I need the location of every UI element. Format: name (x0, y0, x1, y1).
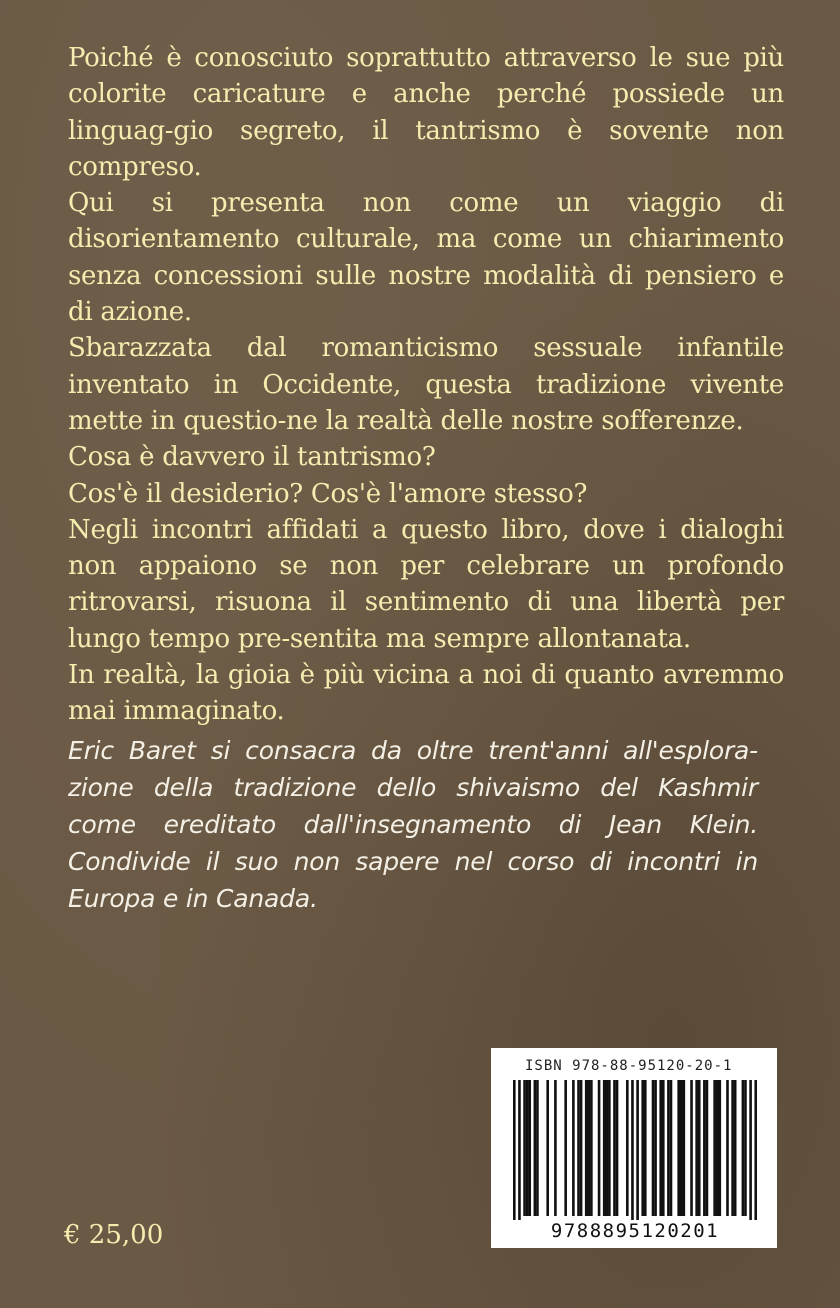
barcode-bar (734, 1080, 737, 1216)
barcode-bar (528, 1080, 531, 1216)
barcode-bar (703, 1080, 706, 1216)
barcode-bar (659, 1080, 662, 1216)
author-bio: Eric Baret si consacra da oltre trent'anni all'esplora-zione della tradizione dello shivaismo del Kashmir come ereditato dall'insegnamento di Jean Klein. Condivide il suo non sapere nel corso di incontri in Europa e in Canada. (68, 736, 758, 913)
blurb-paragraph: Qui si presenta non come un viaggio di disorientamento culturale, ma come un chiarimento senza concessioni sulle nostre modalità di pensiero e di azione. (68, 188, 784, 328)
barcode-bar (641, 1080, 644, 1216)
barcode-bars (513, 1080, 757, 1228)
barcode-bar (580, 1080, 583, 1216)
barcode-bar (534, 1080, 537, 1216)
barcode-bar (518, 1080, 521, 1228)
blurb-paragraph: Cos'è il desiderio? Cos'è l'amore stesso? (68, 478, 588, 509)
barcode-bar (662, 1080, 665, 1216)
barcode-bar (652, 1080, 655, 1216)
blurb-paragraph: Negli incontri affidati a questo libro, dove i dialoghi non appaiono se non per celebrare un profondo ritrovarsi, risuona il sentimento di una libertà per lungo tempo pre-sentita ma sempre allontanata. (68, 514, 784, 654)
barcode-bar (598, 1080, 601, 1216)
barcode-bar (546, 1080, 549, 1216)
barcode-bar (680, 1080, 683, 1216)
isbn-barcode (491, 1048, 777, 1248)
barcode-bar (616, 1080, 619, 1216)
barcode-bar (744, 1080, 747, 1216)
barcode-bar (564, 1080, 567, 1216)
barcode-bar (695, 1080, 698, 1216)
barcode-digits: 9788895120201 (513, 1220, 757, 1242)
barcode-bar (667, 1080, 670, 1216)
barcode-bar (754, 1080, 757, 1228)
barcode-bar (526, 1080, 529, 1216)
barcode-bar (590, 1080, 593, 1216)
barcode-bar (670, 1080, 673, 1216)
isbn-label: ISBN 978-88-95120-20-1 (525, 1058, 733, 1074)
barcode-bar (587, 1080, 590, 1216)
barcode-bar (585, 1080, 588, 1216)
barcode-bar (716, 1080, 719, 1216)
barcode-bar (636, 1080, 639, 1228)
barcode-bar (713, 1080, 716, 1216)
barcode-bar (726, 1080, 729, 1216)
barcode-bar (654, 1080, 657, 1216)
barcode-bar (644, 1080, 647, 1216)
barcode-bar (677, 1080, 680, 1216)
barcode-bar (749, 1080, 752, 1228)
barcode-bar (577, 1080, 580, 1216)
barcode-bar (690, 1080, 693, 1216)
price: € 25,00 (64, 1220, 164, 1250)
barcode-bar (572, 1080, 575, 1216)
barcode-bar (742, 1080, 745, 1216)
barcode-bar (536, 1080, 539, 1216)
barcode-bar (523, 1080, 526, 1216)
barcode-bar (698, 1080, 701, 1216)
barcode-bar (626, 1080, 629, 1216)
blurb-paragraph: In realtà, la gioia è più vicina a noi di quanto avremmo mai immaginato. (68, 660, 784, 727)
barcode-bar (554, 1080, 557, 1216)
book-blurb (68, 40, 784, 730)
barcode-bar (631, 1080, 634, 1228)
barcode-bar (603, 1080, 606, 1216)
barcode-bar (608, 1080, 611, 1216)
barcode-bar (718, 1080, 721, 1216)
barcode-bar (706, 1080, 709, 1216)
barcode-bar (605, 1080, 608, 1216)
blurb-paragraph: Poiché è conosciuto soprattutto attraverso le sue più colorite caricature e anche perché possiede un linguag-gio segreto, il tantrismo è sovente non compreso. (68, 43, 784, 182)
barcode-bar (683, 1080, 686, 1216)
blurb-paragraph: Sbarazzata dal romanticismo sessuale infantile inventato in Occidente, questa tradizione vivente mette in questio-ne la realtà delle nostre sofferenze. (68, 333, 784, 436)
blurb-paragraph: Cosa è davvero il tantrismo? (68, 442, 436, 473)
barcode-bar (613, 1080, 616, 1216)
barcode-bar (731, 1080, 734, 1216)
barcode-bar (513, 1080, 516, 1228)
